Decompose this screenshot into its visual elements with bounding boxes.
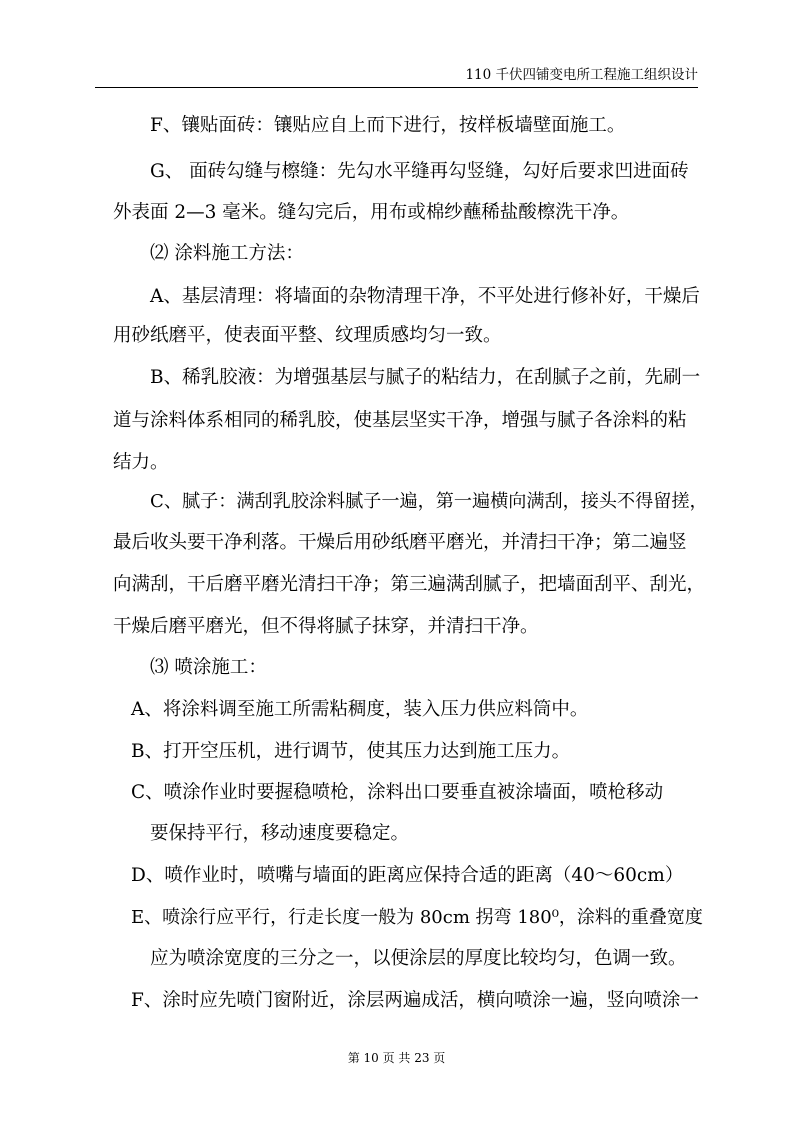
text-line: A、基层清理：将墙面的杂物清理干净，不平处进行修补好，干燥后 (150, 286, 700, 307)
text-line: B、打开空压机，进行调节，使其压力达到施工压力。 (131, 741, 571, 762)
text-line: 向满刮，干后磨平磨光清扫干净；第三遍满刮腻子，把墙面刮平、刮光， (113, 574, 706, 595)
text-line: 道与涂料体系相同的稀乳胶，使基层坚实干净，增强与腻子各涂料的粘 (113, 410, 687, 431)
text-line: C、喷涂作业时要握稳喷枪，涂料出口要垂直被涂墙面，喷枪移动 (131, 782, 664, 803)
section-heading: ⑵ 涂料施工方法： (150, 243, 304, 264)
text-line: C、腻子：满刮乳胶涂料腻子一遍，第一遍横向满刮，接头不得留搓， (150, 491, 708, 512)
header-title: 110 千伏四铺变电所工程施工组织设计 (465, 67, 698, 83)
text-line: F、涂时应先喷门窗附近，涂层两遍成活，横向喷涂一遍，竖向喷涂一 (131, 990, 699, 1011)
text-line: 最后收头要干净利落。干燥后用砂纸磨平磨光，并清扫干净；第二遍竖 (113, 532, 687, 553)
text-line: 应为喷涂宽度的三分之一，以便涂层的厚度比较均匀，色调一致。 (150, 948, 687, 969)
text-line: B、稀乳胶液：为增强基层与腻子的粘结力，在刮腻子之前，先刷一 (150, 367, 701, 388)
text-line: G、 面砖勾缝与檫缝：先勾水平缝再勾竖缝，勾好后要求凹进面砖 (150, 161, 689, 182)
section-heading: ⑶ 喷涂施工： (150, 657, 267, 678)
text-line: A、将涂料调至施工所需粘稠度，装入压力供应料筒中。 (131, 699, 589, 720)
page-number: 第 10 页 共 23 页 (347, 1051, 446, 1065)
header-divider (95, 87, 698, 88)
text-line: F、镶贴面砖：镶贴应自上而下进行，按样板墙壁面施工。 (150, 115, 626, 136)
text-line: 外表面 2—3 毫米。缝勾完后，用布或棉纱蘸稀盐酸檫洗干净。 (113, 202, 630, 223)
text-line: 干燥后磨平磨光，但不得将腻子抹穿，并清扫干净。 (113, 616, 539, 637)
text-line: E、喷涂行应平行，行走长度一般为 80cm 拐弯 180⁰，涂料的重叠宽度 (131, 907, 703, 928)
text-line: 用砂纸磨平，使表面平整、纹理质感均匀一致。 (113, 325, 502, 346)
text-line: D、喷作业时，喷嘴与墙面的距离应保持合适的距离（40～60cm） (131, 865, 684, 886)
text-line: 要保持平行，移动速度要稳定。 (150, 823, 410, 844)
text-line: 结力。 (113, 452, 169, 473)
